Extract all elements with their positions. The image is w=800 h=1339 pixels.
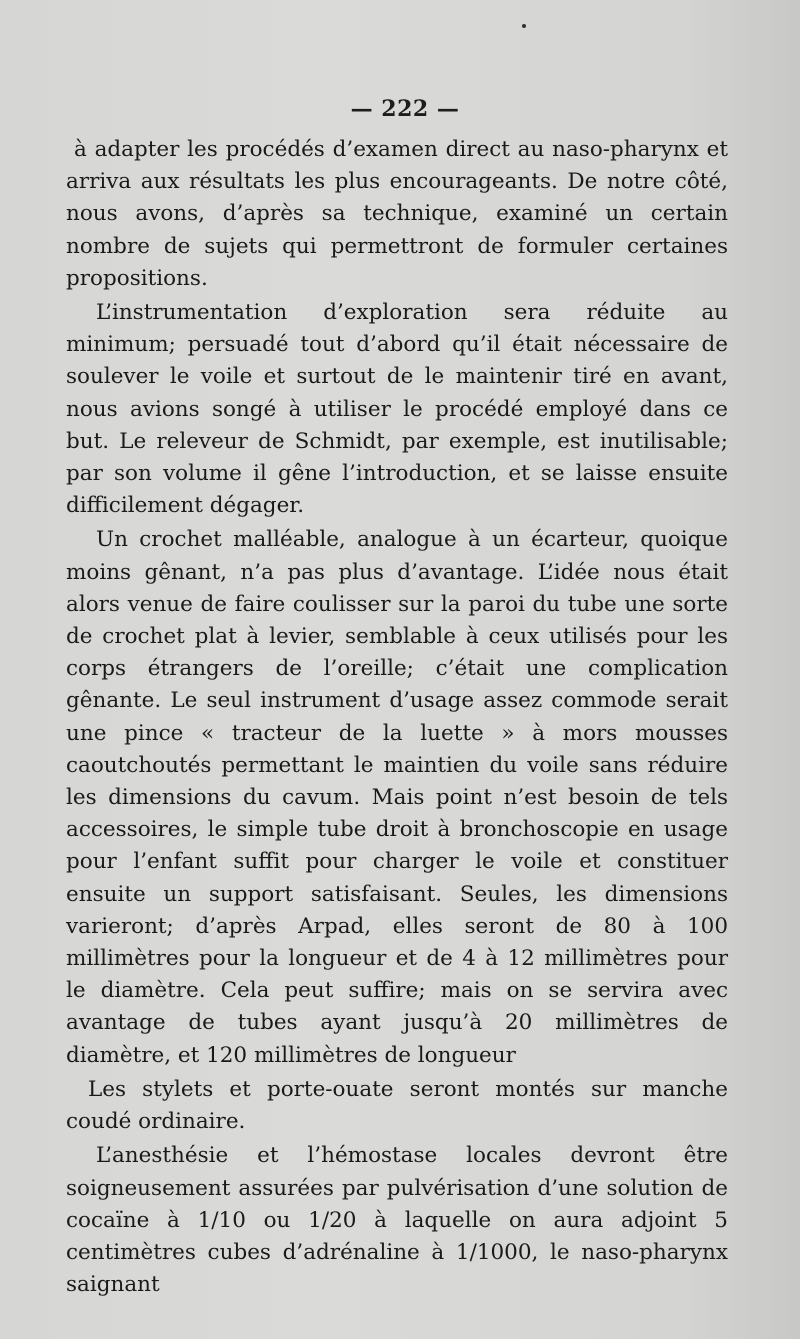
body-text xyxy=(66,134,728,1303)
paragraph-4: Les stylets et porte-ouate seront montés sur manche coudé ordinaire. xyxy=(66,1076,728,1135)
paragraph-3: Un crochet malléable, analogue à un écarteur, quoique moins gênant, n’a pas plus d’avantage. L’idée nous était alors venue de faire coulisser sur la paroi du tube une sorte de crochet plat à levier, semblable à ceux utilisés pour les corps étrangers de l’oreille; c’était une complication gênante. Le seul instrument d’usage assez commode serait une pince « tracteur de la luette » à mors mousses caoutchoutés permettant le maintien du voile sans réduire les dimensions du cavum. Mais point n’est besoin de tels accessoires, le simple tube droit à bronchoscopie en usage pour l’enfant suffit pour charger le voile et constituer ensuite un support satisfaisant. Seules, les dimensions varieront; d’après Arpad, elles seront de 80 à 100 millimètres pour la longueur et de 4 à 12 millimètres pour le diamètre. Cela peut suffire; mais on se servira avec avantage de tubes ayant jusqu’à 20 millimètres de diamètre, et 120 millimètres de longueur xyxy=(66,527,728,1068)
ink-speck xyxy=(522,24,526,28)
page-number: — 222 — xyxy=(350,96,460,122)
paragraph-2: L’instrumentation d’exploration sera réduite au minimum; persuadé tout d’abord qu’il était nécessaire de soulever le voile et surtout de le maintenir tiré en avant, nous avions songé à utiliser le procédé employé dans ce but. Le releveur de Schmidt, par exemple, est inutilisable; par son volume il gêne l’introduction, et se laisse ensuite difficilement dégager. xyxy=(66,300,728,519)
paragraph-1: à adapter les procédés d’examen direct au naso-pharynx et arriva aux résultats les plus encourageants. De notre côté, nous avons, d’après sa technique, examiné un certain nombre de sujets qui permettront de formuler certaines propositions. xyxy=(66,137,728,291)
paragraph-5: L’anesthésie et l’hémostase locales devront être soigneusement assurées par pulvérisation d’une solution de cocaïne à 1/10 ou 1/20 à laquelle on aura adjoint 5 centimètres cubes d’adrénaline à 1/1000, le naso-pharynx saignant xyxy=(66,1143,728,1298)
